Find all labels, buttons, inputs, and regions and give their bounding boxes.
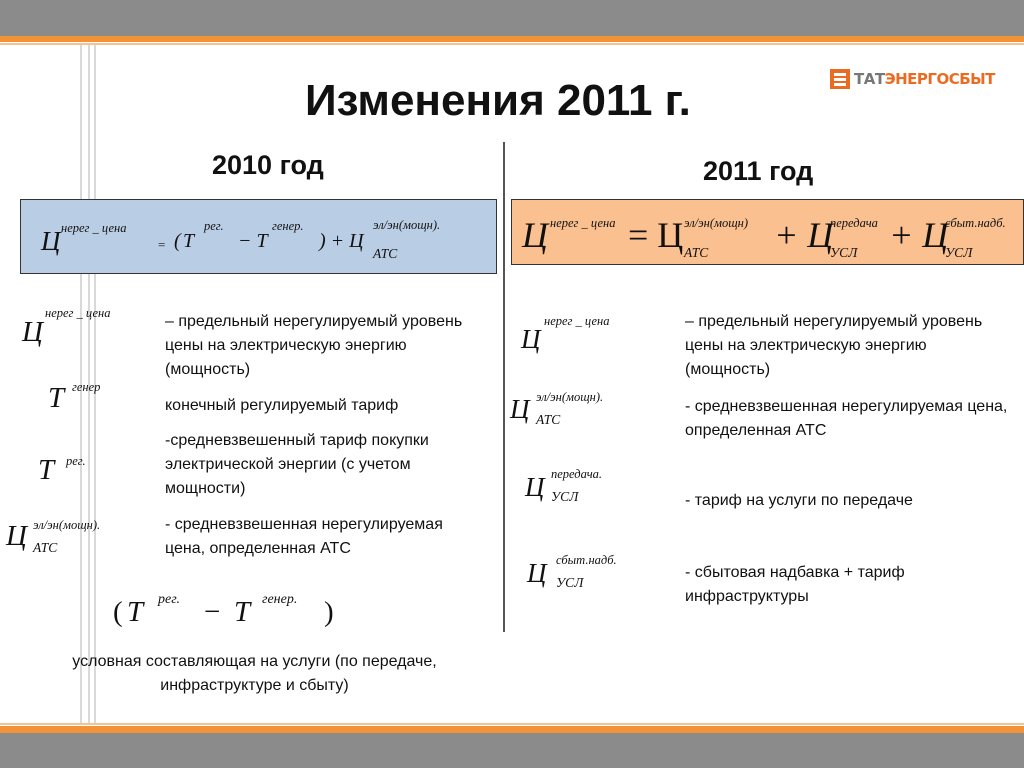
bracket-symbol: Т bbox=[127, 596, 144, 628]
def-symbol: Ц bbox=[525, 472, 545, 502]
def-superscript: сбыт.надб. bbox=[556, 553, 617, 567]
def-symbol: Ц bbox=[510, 394, 530, 424]
slide-title: Изменения 2011 г. bbox=[305, 76, 691, 125]
def-symbol: Т bbox=[38, 454, 55, 486]
formula-plus-c: + Ц bbox=[889, 215, 949, 255]
formula-superscript: рег. bbox=[204, 219, 224, 233]
formula-superscript: сбыт.надб. bbox=[945, 216, 1006, 230]
formula-superscript: нерег _ цена bbox=[550, 216, 616, 230]
def-superscript: эл/эн(мощн). bbox=[33, 518, 101, 532]
formula-close-plus: ) + Ц bbox=[319, 230, 364, 252]
formula-subscript: УСЛ bbox=[945, 245, 973, 260]
def-symbol: Ц bbox=[6, 520, 27, 552]
top-bar bbox=[0, 0, 1024, 36]
logo-mark-icon bbox=[830, 69, 850, 89]
def-text: - сбытовая надбавка + тариф инфраструктуры bbox=[685, 564, 905, 605]
formula-subscript: АТС bbox=[373, 246, 398, 261]
formula-superscript: генер. bbox=[272, 219, 304, 233]
def-subscript: АТС bbox=[33, 540, 58, 555]
def-subscript: УСЛ bbox=[551, 489, 579, 504]
bottom-accent-thin-line bbox=[0, 723, 1024, 725]
def-superscript: передача. bbox=[551, 467, 603, 481]
formula-symbol: Ц bbox=[522, 215, 548, 255]
bracket-close: ) bbox=[324, 596, 334, 628]
formula-box-2010 bbox=[20, 199, 497, 274]
formula-equals-c: = Ц bbox=[628, 215, 684, 255]
def-text: - средневзвешенная нерегулируемая цена, определенная АТС bbox=[165, 516, 443, 557]
def-superscript: эл/эн(мощн). bbox=[536, 390, 604, 404]
bracket-superscript: генер. bbox=[262, 592, 298, 607]
logo-suffix: ЭНЕРГОСБЫТ bbox=[884, 70, 995, 88]
def-symbol: Ц bbox=[22, 316, 43, 348]
def-symbol: Ц bbox=[527, 558, 547, 588]
logo-prefix: ТАТ bbox=[854, 70, 885, 88]
def-text: - тариф на услуги по передаче bbox=[685, 492, 913, 509]
def-superscript: генер bbox=[72, 380, 101, 394]
heading-2010: 2010 год bbox=[212, 150, 324, 180]
bottom-bar bbox=[0, 733, 1024, 768]
def-superscript: нерег _ цена bbox=[544, 314, 610, 328]
company-logo bbox=[830, 69, 995, 89]
formula-symbol: Т bbox=[183, 230, 195, 252]
def-symbol: Т bbox=[48, 382, 65, 414]
heading-2011: 2011 год bbox=[703, 156, 814, 186]
bracket-open: ( bbox=[113, 596, 123, 628]
formula-subscript: АТС bbox=[684, 245, 709, 260]
def-text: конечный регулируемый тариф bbox=[165, 397, 399, 414]
formula-plus-c: + Ц bbox=[774, 215, 834, 255]
def-text: – предельный нерегулируемый уровень цены на электрическую энергию (мощность) bbox=[685, 313, 983, 378]
formula-box-2011 bbox=[511, 199, 1024, 265]
formula-minus: − Т bbox=[238, 230, 268, 252]
formula-superscript: эл/эн(мощн). bbox=[373, 218, 441, 232]
bottom-accent-line bbox=[0, 726, 1024, 733]
formula-equals: = bbox=[158, 237, 166, 252]
def-subscript: УСЛ bbox=[556, 575, 584, 590]
formula-superscript: эл/эн(мощн) bbox=[684, 216, 749, 230]
formula-subscript: УСЛ bbox=[830, 245, 858, 260]
def-subscript: АТС bbox=[536, 412, 561, 427]
conditional-component-text: условная составляющая на услуги (по передаче, инфраструктуре и сбыту) bbox=[72, 653, 437, 694]
def-superscript: нерег _ цена bbox=[45, 306, 111, 320]
top-accent-line bbox=[0, 36, 1024, 42]
formula-superscript: нерег _ цена bbox=[61, 221, 127, 235]
formula-open-paren: ( bbox=[174, 230, 181, 252]
top-accent-thin-line bbox=[0, 43, 1024, 45]
column-divider bbox=[503, 142, 505, 632]
def-text: – предельный нерегулируемый уровень цены на электрическую энергию (мощность) bbox=[165, 313, 463, 378]
formula-superscript: передача bbox=[830, 216, 878, 230]
def-superscript: рег. bbox=[66, 454, 86, 468]
bracket-minus: − bbox=[204, 596, 221, 628]
bracket-superscript: рег. bbox=[158, 592, 180, 607]
formula-symbol: Ц bbox=[41, 226, 61, 256]
def-text: -средневзвешенный тариф покупки электрической энергии (с учетом мощности) bbox=[165, 432, 429, 497]
def-symbol: Ц bbox=[521, 324, 541, 354]
def-text: - средневзвешенная нерегулируемая цена, определенная АТС bbox=[685, 398, 1008, 439]
bracket-symbol: Т bbox=[234, 596, 251, 628]
